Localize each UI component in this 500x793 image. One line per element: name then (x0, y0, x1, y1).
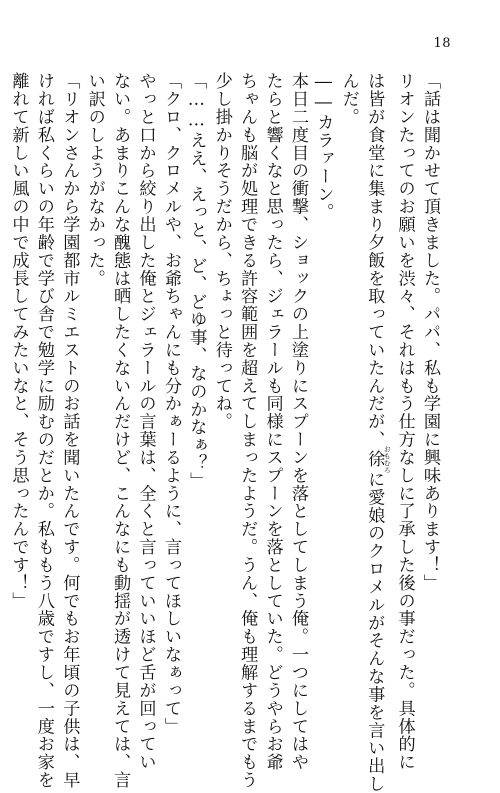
text-line (361, 72, 392, 793)
text-line: ――カラァーン。 (313, 72, 334, 221)
text-line: ちゃんも脳が処理できる許容範囲を超えてしまったようだ。うん、俺も理解するまでもう (237, 72, 258, 789)
text-line: 本日二度目の衝撃、ショックの上塗りにスプーンを落としてしまう俺。一つにしてはや (287, 72, 308, 771)
page-number: 18 (433, 36, 451, 51)
text-line: たらと響くなと思ったら、ジェラールも同様にスプーンを落としていた。どうやらお爺 (262, 72, 283, 771)
ruby-reading: おもむろ (383, 445, 392, 474)
text-line-part: は皆が食堂に集まり夕飯を取っていたんだが、 (364, 72, 385, 449)
text-line: ければ私くらいの年齢で学び舎で勉学に励むのだとか。私ももう八歳ですし、一度お家を (33, 72, 54, 789)
text-line: い訳のしようがなかった。 (84, 72, 105, 288)
novel-text-block (8, 72, 442, 793)
text-line: 「リオンさんから学園都市ルミエストのお話を聞いたんです。何でもお年頃の子供は、早 (59, 72, 80, 789)
text-line: 「クロ、クロメルや、お爺ちゃんにも分かぁーるように、言ってほしいなぁって」 (160, 72, 181, 736)
ruby-base: 徐 (364, 445, 385, 474)
text-line: 「話は聞かせて頂きました。パパ、私も学園に興味あります！」 (420, 72, 440, 592)
text-line: リオンたってのお願いを渋々、それはもう仕方なしに了承した後の事だった。具体的に (394, 72, 415, 771)
text-line: 離れて新しい風の中で成長してみたいなと、そう思ったんです！」 (8, 72, 29, 610)
ruby-word (364, 445, 392, 474)
text-line-part: に愛娘のクロメルがそんな事を言い出し (364, 470, 385, 793)
text-line: やっと口から絞り出した俺とジェラールの言葉は、全くと言っていいほど舌が回ってい (135, 72, 156, 771)
text-line: 少し掛かりそうだから、ちょっと待ってね。 (211, 72, 232, 431)
text-line: ない。あまりこんな醜態は晒したくないんだけど、こんなにも動揺が透けて見えては、言 (110, 72, 131, 789)
text-line: んだ。 (338, 72, 359, 126)
text-line: 「……ええ、えっと、ど、どゆ事、なのかなぁ？」 (186, 72, 207, 490)
